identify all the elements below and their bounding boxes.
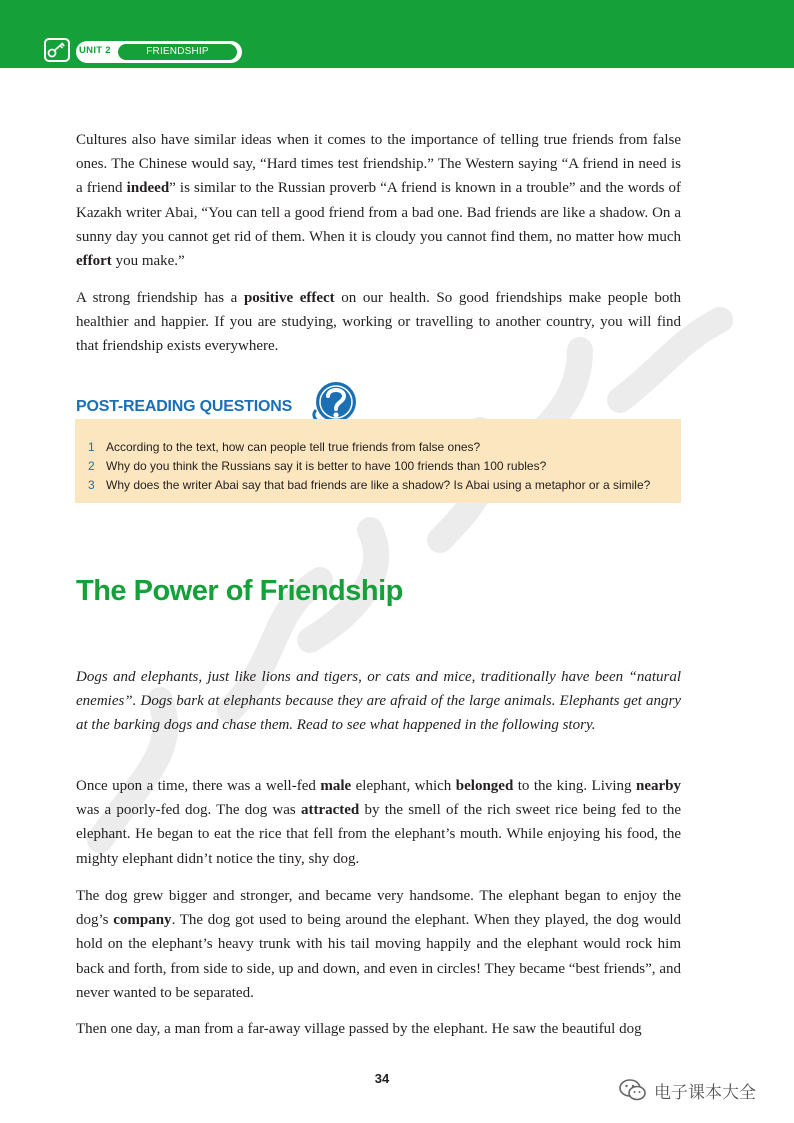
post-reading-questions-box xyxy=(75,419,681,503)
question-text: Why does the writer Abai say that bad friends are like a shadow? Is Abai using a metaphor or a simile? xyxy=(106,478,651,492)
post-reading-title: POST-READING QUESTIONS xyxy=(76,398,293,415)
key-icon xyxy=(44,38,70,62)
text-run: to the king. Living xyxy=(513,778,637,794)
question-item xyxy=(88,478,650,492)
text-run: Once upon a time, there was a well-fed xyxy=(76,778,321,794)
bold-keyword: belonged xyxy=(455,778,514,794)
bold-keyword: male xyxy=(320,778,352,794)
text-run: on our health. So good friendships make people both healthier and happier. If you are studying, working or travelling to another country, you will find that friendship exists everywhere. xyxy=(76,290,681,355)
story-paragraph xyxy=(76,774,681,871)
question-number: 1 xyxy=(88,440,95,454)
question-item xyxy=(88,459,546,473)
text-run: The dog grew bigger and stronger, and became very handsome. The elephant began to enjoy the dog’s xyxy=(76,888,681,929)
page-number: 34 xyxy=(374,1071,390,1086)
question-item xyxy=(88,440,480,454)
bold-keyword: attracted xyxy=(300,802,360,819)
text-run: ” is similar to the Russian proverb “A friend is known in a trouble” and the words of Kazakh writer Abai, “You can tell a good friend from a bad one. Bad friends are like a shadow. On a sunny day you cannot get rid of them. When it is cloudy you cannot find them, no matter how much xyxy=(76,180,681,245)
unit-badge xyxy=(76,41,242,63)
question-number: 2 xyxy=(88,459,95,473)
paragraph-cultures xyxy=(76,128,681,273)
story-paragraph xyxy=(76,884,681,1005)
text-run: was a poorly-fed dog. The dog was xyxy=(76,802,301,819)
text-run: by the smell of the rich sweet rice being fed to the elephant. He began to eat the rice that fell from the elephant’s mouth. While enjoying his food, the mighty elephant didn’t notice the tiny, shy dog. xyxy=(76,802,681,867)
text-run: A strong friendship has a xyxy=(76,290,244,306)
bold-keyword: nearby xyxy=(636,778,682,794)
paragraph-strong-friendship xyxy=(76,286,681,359)
bold-keyword: positive effect xyxy=(243,290,335,306)
text-run: you make.” xyxy=(111,253,185,270)
question-text: According to the text, how can people tell true friends from false ones? xyxy=(106,440,481,454)
brand-text: 电子课本大全 xyxy=(654,1082,756,1103)
header-bar xyxy=(0,0,794,68)
text-run: . The dog got used to being around the elephant. When they played, the dog would hold on the elephant’s heavy trunk with his tail moving happily and the elephant would rock him back and forth, from side to side, up and down, and even in circles! They became “best friends”, and never wanted to be separated. xyxy=(76,912,681,1001)
brand-watermark xyxy=(618,1076,756,1104)
bold-keyword: company xyxy=(113,912,172,929)
text-run: Cultures also have similar ideas when it comes to the importance of telling true friends from false ones. The Chinese would say, “Hard times test friendship.” The Western saying “A friend in need is a friend xyxy=(76,132,681,197)
bold-keyword: indeed xyxy=(126,180,170,197)
text-run: Then one day, a man from a far-away village passed by the elephant. He saw the beautiful dog xyxy=(76,1021,642,1037)
bold-keyword: effort xyxy=(76,253,112,270)
text-run: elephant, which xyxy=(351,778,456,794)
unit-theme: FRIENDSHIP xyxy=(118,44,237,60)
story-intro: Dogs and elephants, just like lions and tigers, or cats and mice, traditionally have been “natural enemies”. Dogs bark at elephants because they are afraid of the large animals. Elephants get angry at the barking dogs and chase them. Read to see what happened in the following story. xyxy=(76,669,681,734)
unit-label: UNIT 2 xyxy=(79,45,111,56)
story-title: The Power of Friendship xyxy=(76,575,403,607)
question-number: 3 xyxy=(88,478,95,492)
story-paragraph xyxy=(76,1017,681,1041)
question-text: Why do you think the Russians say it is better to have 100 friends than 100 rubles? xyxy=(106,459,547,473)
wechat-icon xyxy=(618,1077,648,1103)
